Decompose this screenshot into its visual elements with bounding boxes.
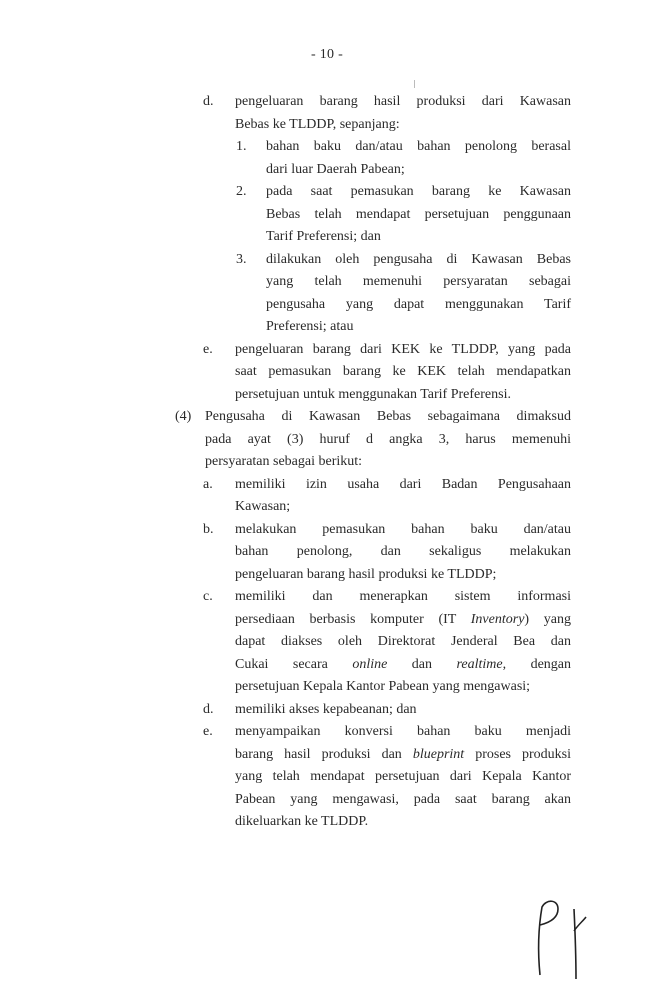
text-line: persyaratan sebagai berikut: bbox=[205, 454, 363, 469]
item-label: 1. bbox=[236, 139, 247, 154]
text-segment: barang hasil produksi dan bbox=[235, 746, 413, 762]
text-line: memiliki dan menerapkan sistem informasi bbox=[235, 589, 571, 604]
item-label: e. bbox=[203, 724, 213, 739]
text-line: pada ayat (3) huruf d angka 3, harus memenuhi bbox=[205, 431, 571, 447]
text-segment: proses produksi bbox=[464, 746, 572, 762]
scan-artifact bbox=[414, 80, 415, 88]
text-line: melakukan pemasukan bahan baku dan/atau bbox=[235, 521, 571, 537]
text-line: bahan baku dan/atau bahan penolong berasal bbox=[266, 139, 571, 154]
text-line: dilakukan oleh pengusaha di Kawasan Bebas bbox=[266, 251, 571, 267]
text-line: Kawasan; bbox=[235, 499, 291, 514]
item-label: b. bbox=[203, 521, 214, 537]
initials-signature bbox=[528, 895, 598, 980]
item-label: a. bbox=[203, 476, 213, 492]
text-line: yang telah memenuhi persyaratan sebagai bbox=[266, 274, 571, 289]
text-line: pengeluaran barang hasil produksi ke TLDDP; bbox=[235, 566, 497, 582]
item-label: (4) bbox=[175, 409, 192, 424]
item-label: 3. bbox=[236, 251, 247, 267]
text-line: Pabean yang mengawasi, pada saat barang akan bbox=[235, 791, 571, 807]
text-line bbox=[235, 609, 571, 632]
text-line bbox=[235, 744, 571, 767]
text-line: Tarif Preferensi; dan bbox=[266, 229, 381, 244]
text-line: pengeluaran barang hasil produksi dari Kawasan bbox=[235, 94, 571, 109]
text-line: Bebas ke TLDDP, sepanjang: bbox=[235, 116, 400, 132]
item-label: d. bbox=[203, 94, 214, 109]
item-label: 2. bbox=[236, 184, 247, 199]
item-label: d. bbox=[203, 701, 214, 717]
text-line: pada saat pemasukan barang ke Kawasan bbox=[266, 184, 571, 199]
text-line: dari luar Daerah Pabean; bbox=[266, 161, 405, 177]
text-segment: , dengan bbox=[502, 656, 571, 672]
text-line: memiliki izin usaha dari Badan Pengusahaan bbox=[235, 476, 571, 492]
italic-term: online bbox=[352, 656, 388, 672]
text-line: Preferensi; atau bbox=[266, 319, 354, 334]
text-line: Pengusaha di Kawasan Bebas sebagaimana dimaksud bbox=[205, 409, 571, 424]
text-line: persetujuan untuk menggunakan Tarif Preferensi. bbox=[235, 386, 511, 402]
text-line: bahan penolong, dan sekaligus melakukan bbox=[235, 544, 571, 559]
text-segment: Cukai secara bbox=[235, 656, 353, 672]
italic-term: Inventory bbox=[470, 611, 525, 627]
text-line bbox=[235, 654, 571, 677]
text-segment: dan bbox=[387, 656, 457, 672]
text-segment: persediaan berbasis komputer (IT bbox=[235, 611, 471, 627]
text-line: Bebas telah mendapat persetujuan penggunaan bbox=[266, 206, 571, 222]
item-label: c. bbox=[203, 589, 213, 604]
italic-term: blueprint bbox=[412, 746, 465, 762]
page-number: - 10 - bbox=[310, 47, 344, 62]
text-line: dapat diakses oleh Direktorat Jenderal Bea dan bbox=[235, 634, 571, 649]
text-line: dikeluarkan ke TLDDP. bbox=[235, 814, 369, 829]
text-line: yang telah mendapat persetujuan dari Kepala Kantor bbox=[235, 769, 571, 784]
text-line: pengusaha yang dapat menggunakan Tarif bbox=[266, 296, 571, 312]
item-label: e. bbox=[203, 341, 213, 357]
text-line: persetujuan Kepala Kantor Pabean yang mengawasi; bbox=[235, 679, 531, 694]
italic-term: realtime bbox=[456, 656, 503, 672]
text-line: menyampaikan konversi bahan baku menjadi bbox=[235, 724, 571, 739]
text-line: saat pemasukan barang ke KEK telah mendapatkan bbox=[235, 364, 571, 379]
text-segment: ) yang bbox=[524, 611, 571, 627]
text-line: pengeluaran barang dari KEK ke TLDDP, yang pada bbox=[235, 341, 571, 357]
text-line: memiliki akses kepabeanan; dan bbox=[235, 701, 417, 717]
